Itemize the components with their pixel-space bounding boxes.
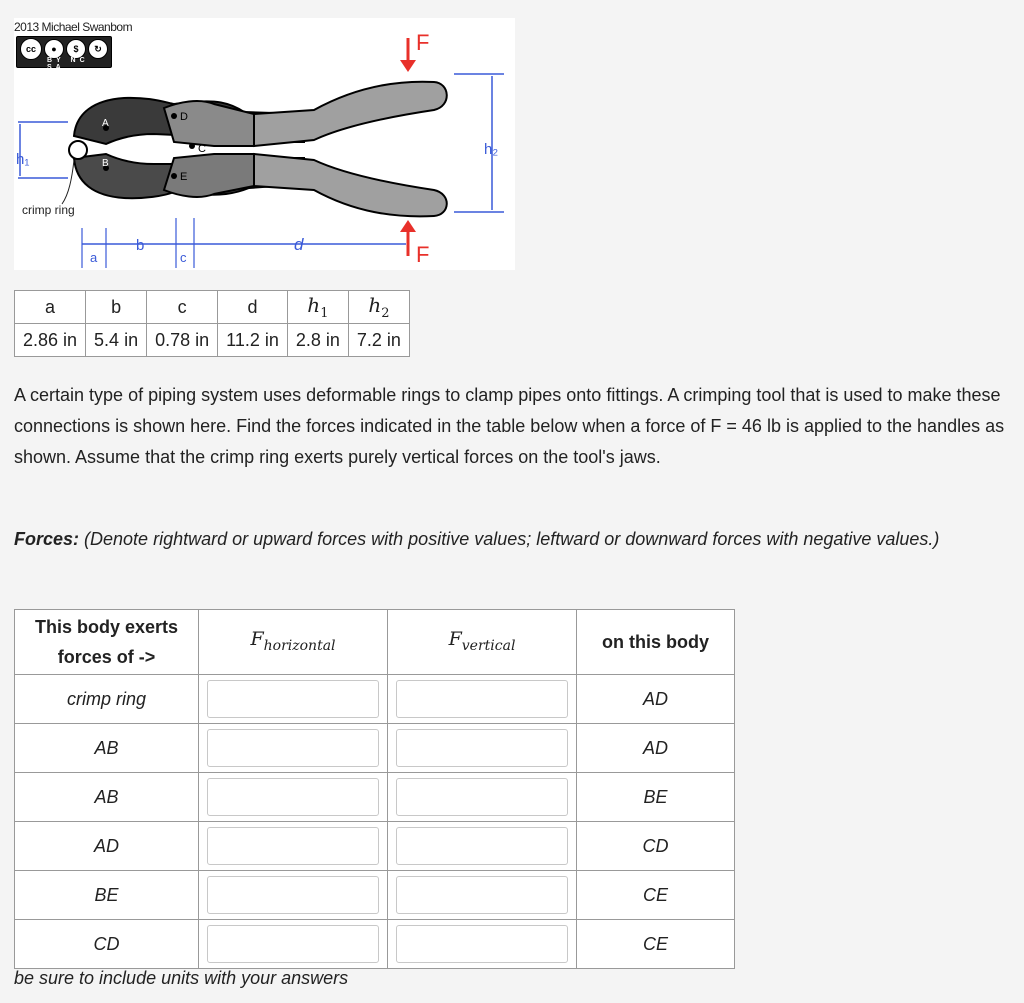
license-badge[interactable] xyxy=(16,36,112,71)
dim-value-a: 2.86 in xyxy=(15,324,86,357)
pin-e-label: E xyxy=(180,171,188,183)
f-horizontal-input[interactable] xyxy=(207,827,379,865)
force-arrow-down xyxy=(400,60,416,72)
pin-c-label: C xyxy=(198,143,206,155)
f-vertical-input[interactable] xyxy=(396,778,568,816)
f-horizontal-input[interactable] xyxy=(207,680,379,718)
table-row xyxy=(15,675,735,724)
f-vertical-input[interactable] xyxy=(396,876,568,914)
header-on-body: on this body xyxy=(577,610,735,675)
dim-value-c: 0.78 in xyxy=(147,324,218,357)
table-row xyxy=(15,773,735,822)
forces-instructions xyxy=(14,524,1014,555)
row-on-body: CE xyxy=(577,871,735,920)
row-on-body: AD xyxy=(577,675,735,724)
upper-link xyxy=(164,101,254,146)
pin-d-dot xyxy=(171,113,177,119)
row-on-body: BE xyxy=(577,773,735,822)
header-f-vertical: $F_{vertical}$ xyxy=(388,610,577,675)
forces-table xyxy=(14,609,735,969)
dimensions-value-row xyxy=(15,324,410,357)
force-arrow-up xyxy=(400,220,416,232)
table-row xyxy=(15,822,735,871)
dim-value-h2: 7.2 in xyxy=(348,324,409,357)
upper-handle xyxy=(254,82,447,146)
pin-c-dot xyxy=(189,143,195,149)
table-row xyxy=(15,724,735,773)
pin-a-label: A xyxy=(102,118,109,129)
f-horizontal-input[interactable] xyxy=(207,778,379,816)
by-icon: ● xyxy=(44,39,64,59)
crimping-tool-figure xyxy=(14,18,515,270)
dim-a-label: a xyxy=(90,250,98,265)
forces-label: Forces: xyxy=(14,529,80,549)
dim-value-b: 5.4 in xyxy=(86,324,147,357)
f-vertical-input[interactable] xyxy=(396,925,568,963)
dim-header-b: b xyxy=(86,291,147,324)
forces-note-text: (Denote rightward or upward forces with positive values; leftward or downward forces with negative values.) xyxy=(79,529,940,549)
crimp-ring-shape xyxy=(69,141,87,159)
nc-icon: $ xyxy=(66,39,86,59)
pin-e-dot xyxy=(171,173,177,179)
forces-header-row xyxy=(15,610,735,675)
row-from-body: BE xyxy=(15,871,199,920)
row-from-body: AB xyxy=(15,773,199,822)
h1-label: h₁ xyxy=(16,151,30,168)
dimensions-header-row xyxy=(15,291,410,324)
license-abbr: BY NC SA xyxy=(47,57,89,71)
table-row xyxy=(15,920,735,969)
row-from-body: AD xyxy=(15,822,199,871)
problem-statement: A certain type of piping system uses deformable rings to clamp pipes onto fittings. A crimping tool that is used to make these connections is shown here. Find the forces indicated in the table below when a force of F = 46 lb is applied to the handles as shown. Assume that the crimp ring exerts purely vertical forces on the tool's jaws. xyxy=(14,385,1005,467)
header-exerts: This body exerts forces of -> xyxy=(15,610,199,675)
dim-c-label: c xyxy=(180,250,187,265)
row-from-body: AB xyxy=(15,724,199,773)
pin-d-label: D xyxy=(180,111,188,123)
cc-icon: cc xyxy=(20,38,42,60)
dim-header-h2: $h_2$ xyxy=(348,291,409,324)
row-on-body: AD xyxy=(577,724,735,773)
crimp-ring-label: crimp ring xyxy=(22,203,75,217)
dim-value-d: 11.2 in xyxy=(218,324,288,357)
table-row xyxy=(15,871,735,920)
f-vertical-input[interactable] xyxy=(396,680,568,718)
header-f-horizontal: $F_{horizontal}$ xyxy=(199,610,388,675)
f-vertical-input[interactable] xyxy=(396,729,568,767)
row-from-body: crimp ring xyxy=(15,675,199,724)
sa-icon: ↻ xyxy=(88,39,108,59)
f-horizontal-input[interactable] xyxy=(207,925,379,963)
dimensions-table xyxy=(14,290,410,357)
row-on-body: CE xyxy=(577,920,735,969)
figure-attribution: 2013 Michael Swanbom xyxy=(14,20,133,34)
dim-value-h1: 2.8 in xyxy=(287,324,348,357)
dim-d-label: d xyxy=(294,235,304,254)
dim-header-a: a xyxy=(15,291,86,324)
lower-handle xyxy=(254,154,447,216)
f-horizontal-input[interactable] xyxy=(207,729,379,767)
f-horizontal-input[interactable] xyxy=(207,876,379,914)
row-from-body: CD xyxy=(15,920,199,969)
f-vertical-input[interactable] xyxy=(396,827,568,865)
dim-header-c: c xyxy=(147,291,218,324)
units-reminder: be sure to include units with your answers xyxy=(14,968,349,988)
force-bottom-label: F xyxy=(416,242,430,267)
force-top-label: F xyxy=(416,30,430,55)
pin-b-label: B xyxy=(102,158,109,169)
h2-label: h₂ xyxy=(484,141,499,158)
dim-header-d: d xyxy=(218,291,288,324)
dim-header-h1: $h_1$ xyxy=(287,291,348,324)
dim-b-label: b xyxy=(136,237,145,254)
row-on-body: CD xyxy=(577,822,735,871)
